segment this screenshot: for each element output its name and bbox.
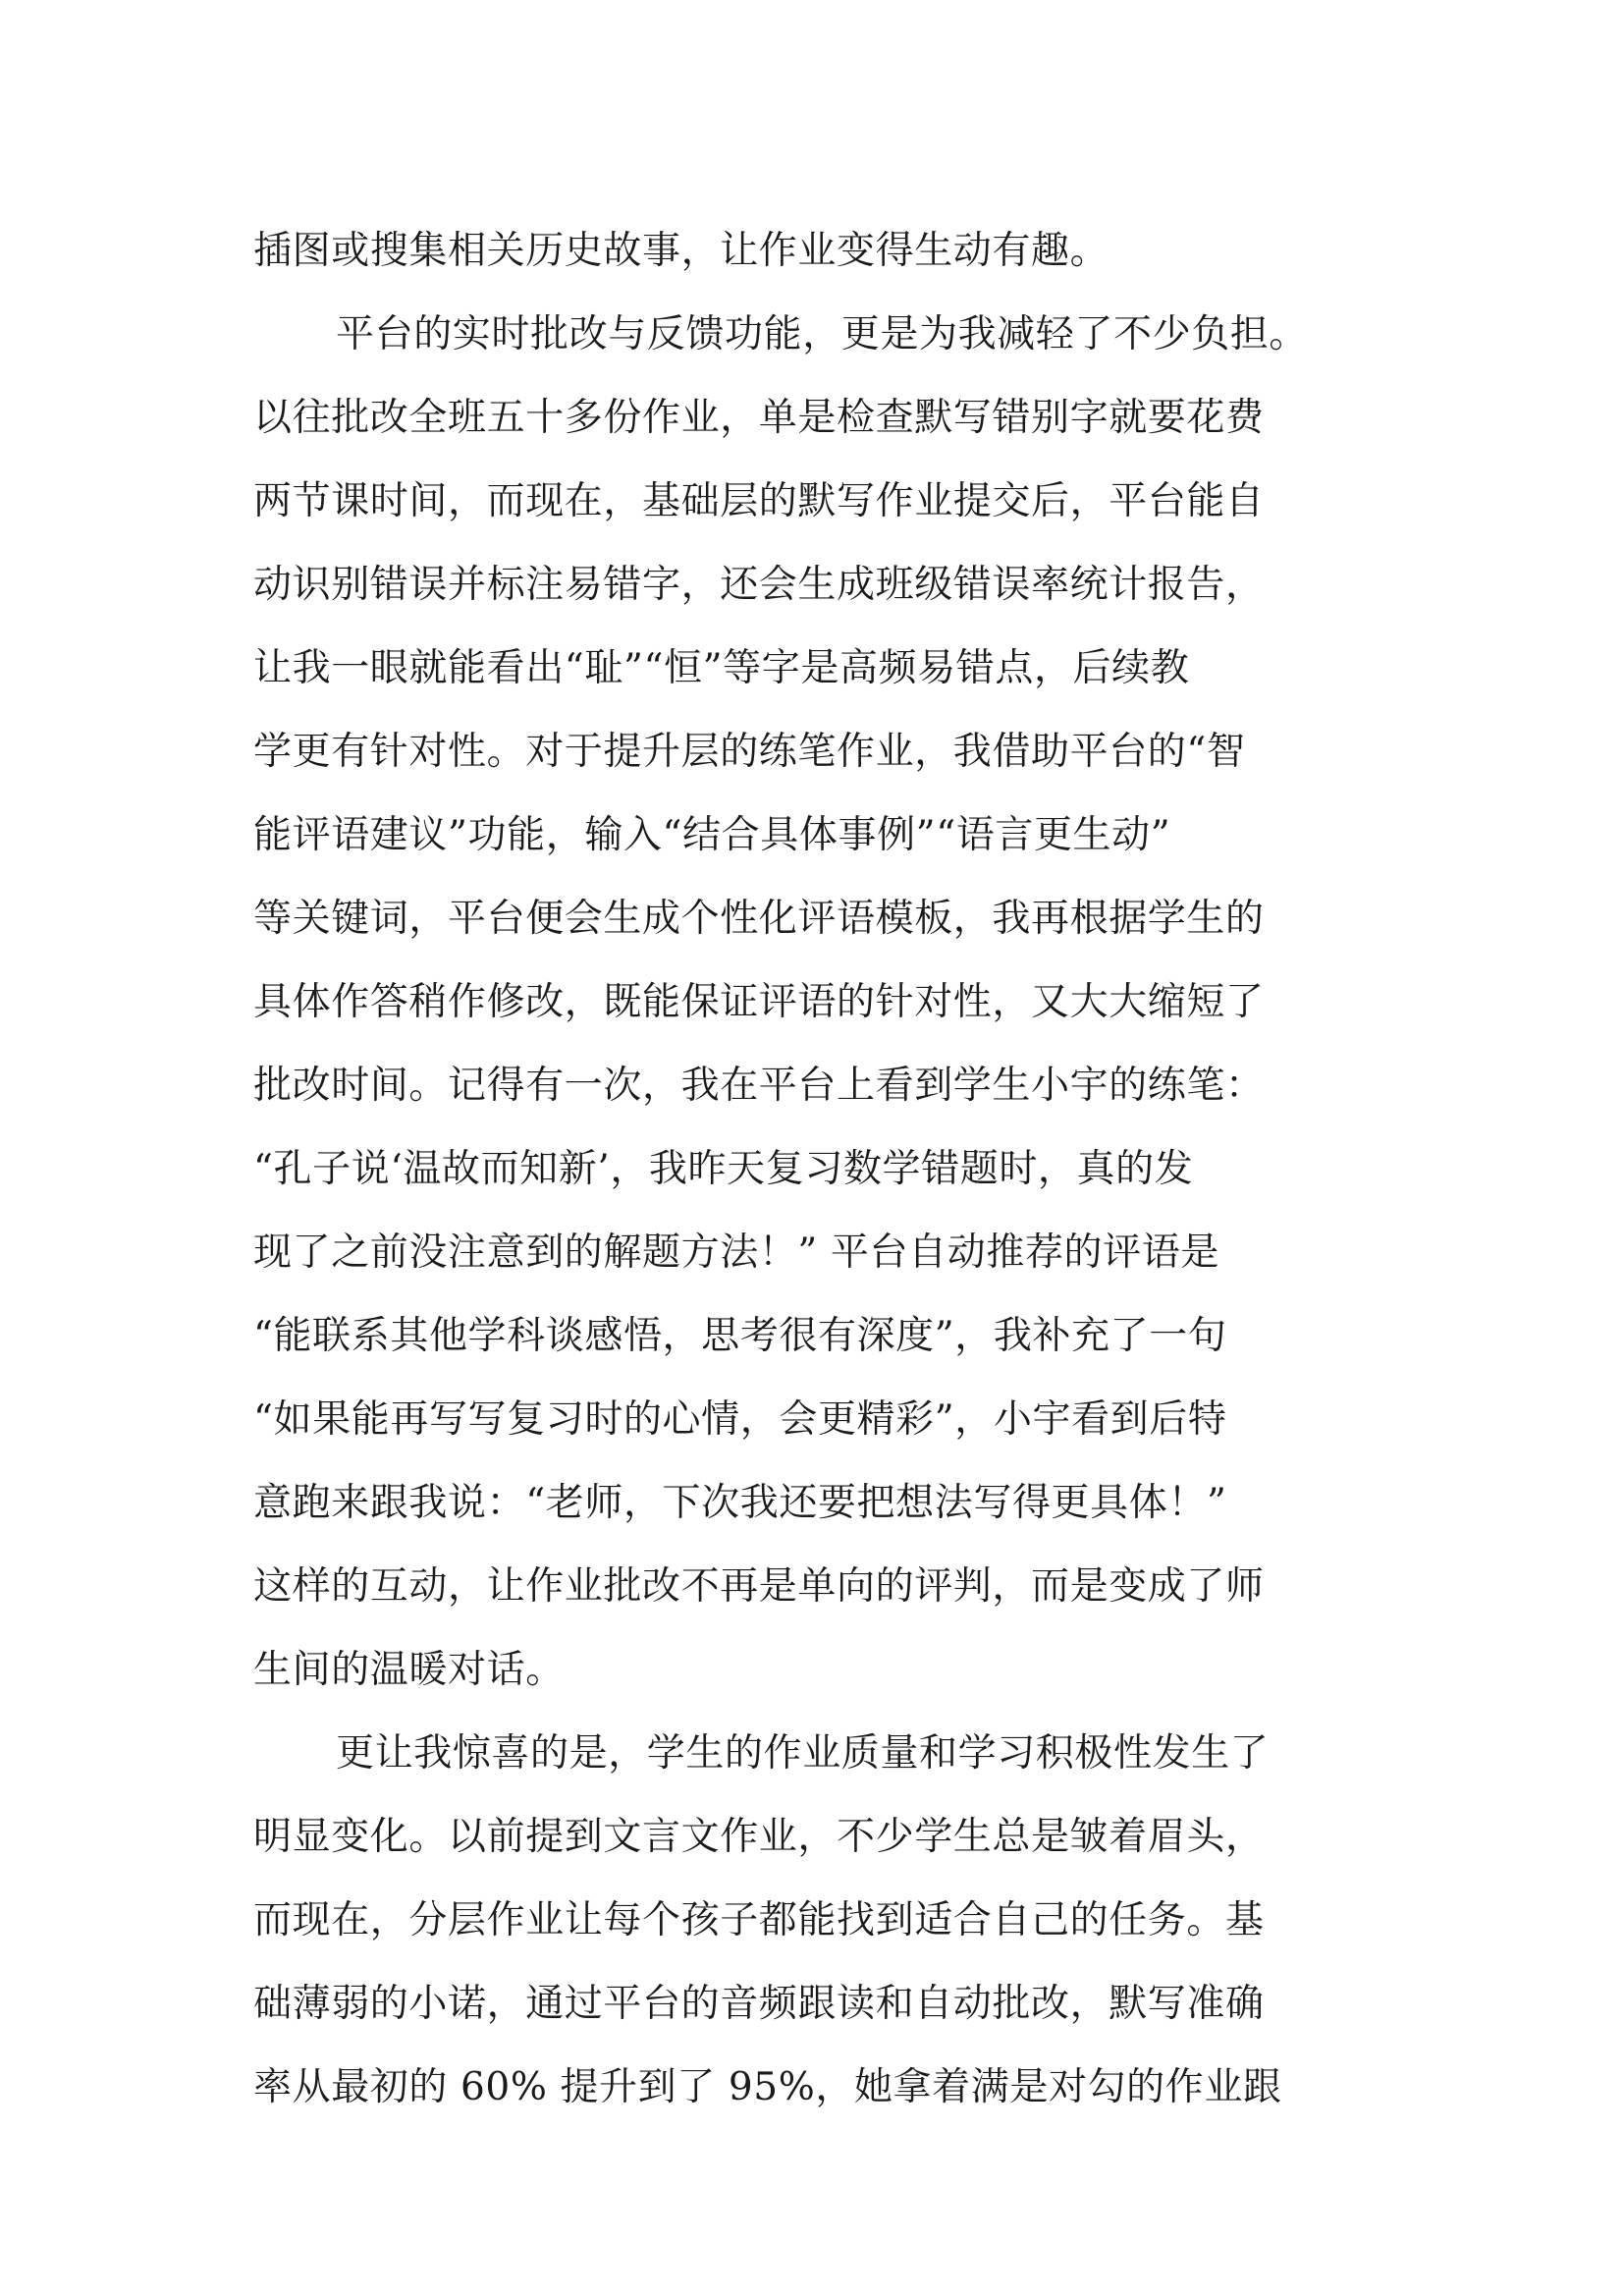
text-line: 明显变化。以前提到文言文作业，不少学生总是皱着眉头， [253,1815,1265,1859]
text-line: 批改时间。记得有一次，我在平台上看到学生小宇的练笔： [253,1064,1265,1108]
text-line: 生间的温暖对话。 [253,1648,565,1692]
text-line: 础薄弱的小诺，通过平台的音频跟读和自动批改，默写准确 [253,1982,1265,2026]
text-line: 平台的实时批改与反馈功能，更是为我减轻了不少负担。 [336,312,1309,356]
text-line: 等关键词，平台便会生成个性化评语模板，我再根据学生的 [253,897,1265,941]
text-line: 具体作答稍作修改，既能保证评语的针对性，又大大缩短了 [253,980,1265,1024]
text-line: 插图或搜集相关历史故事，让作业变得生动有趣。 [253,229,1109,273]
text-line: “如果能再写写复习时的心情，会更精彩”，小宇看到后特 [253,1397,1227,1442]
text-line: 率从最初的 60% 提升到了 95%，她拿着满是对勾的作业跟 [253,2065,1282,2109]
text-line: 动识别错误并标注易错字，还会生成班级错误率统计报告， [253,563,1265,607]
text-line: 而现在，分层作业让每个孩子都能找到适合自己的任务。基 [253,1898,1265,1942]
text-line: 更让我惊喜的是，学生的作业质量和学习积极性发生了 [336,1731,1270,1776]
text-line: 以往批改全班五十多份作业，单是检查默写错别字就要花费 [253,396,1265,440]
text-line: 现了之前没注意到的解题方法！” 平台自动推荐的评语是 [253,1230,1219,1275]
text-line: “孔子说‘温故而知新’，我昨天复习数学错题时，真的发 [253,1147,1194,1191]
document-body [253,209,1392,2129]
text-line: 这样的互动，让作业批改不再是单向的评判，而是变成了师 [253,1564,1265,1609]
text-line: “能联系其他学科谈感悟，思考很有深度”，我补充了一句 [253,1314,1227,1358]
text-line: 两节课时间，而现在，基础层的默写作业提交后，平台能自 [253,479,1265,523]
text-line: 让我一眼就能看出“耻”“恒”等字是高频易错点，后续教 [253,646,1190,690]
text-line: 学更有针对性。对于提升层的练笔作业，我借助平台的“智 [253,730,1246,774]
text-line: 意跑来跟我说：“老师，下次我还要把想法写得更具体！” [253,1481,1227,1525]
text-line: 能评语建议”功能，输入“结合具体事例”“语言更生动” [253,813,1171,857]
